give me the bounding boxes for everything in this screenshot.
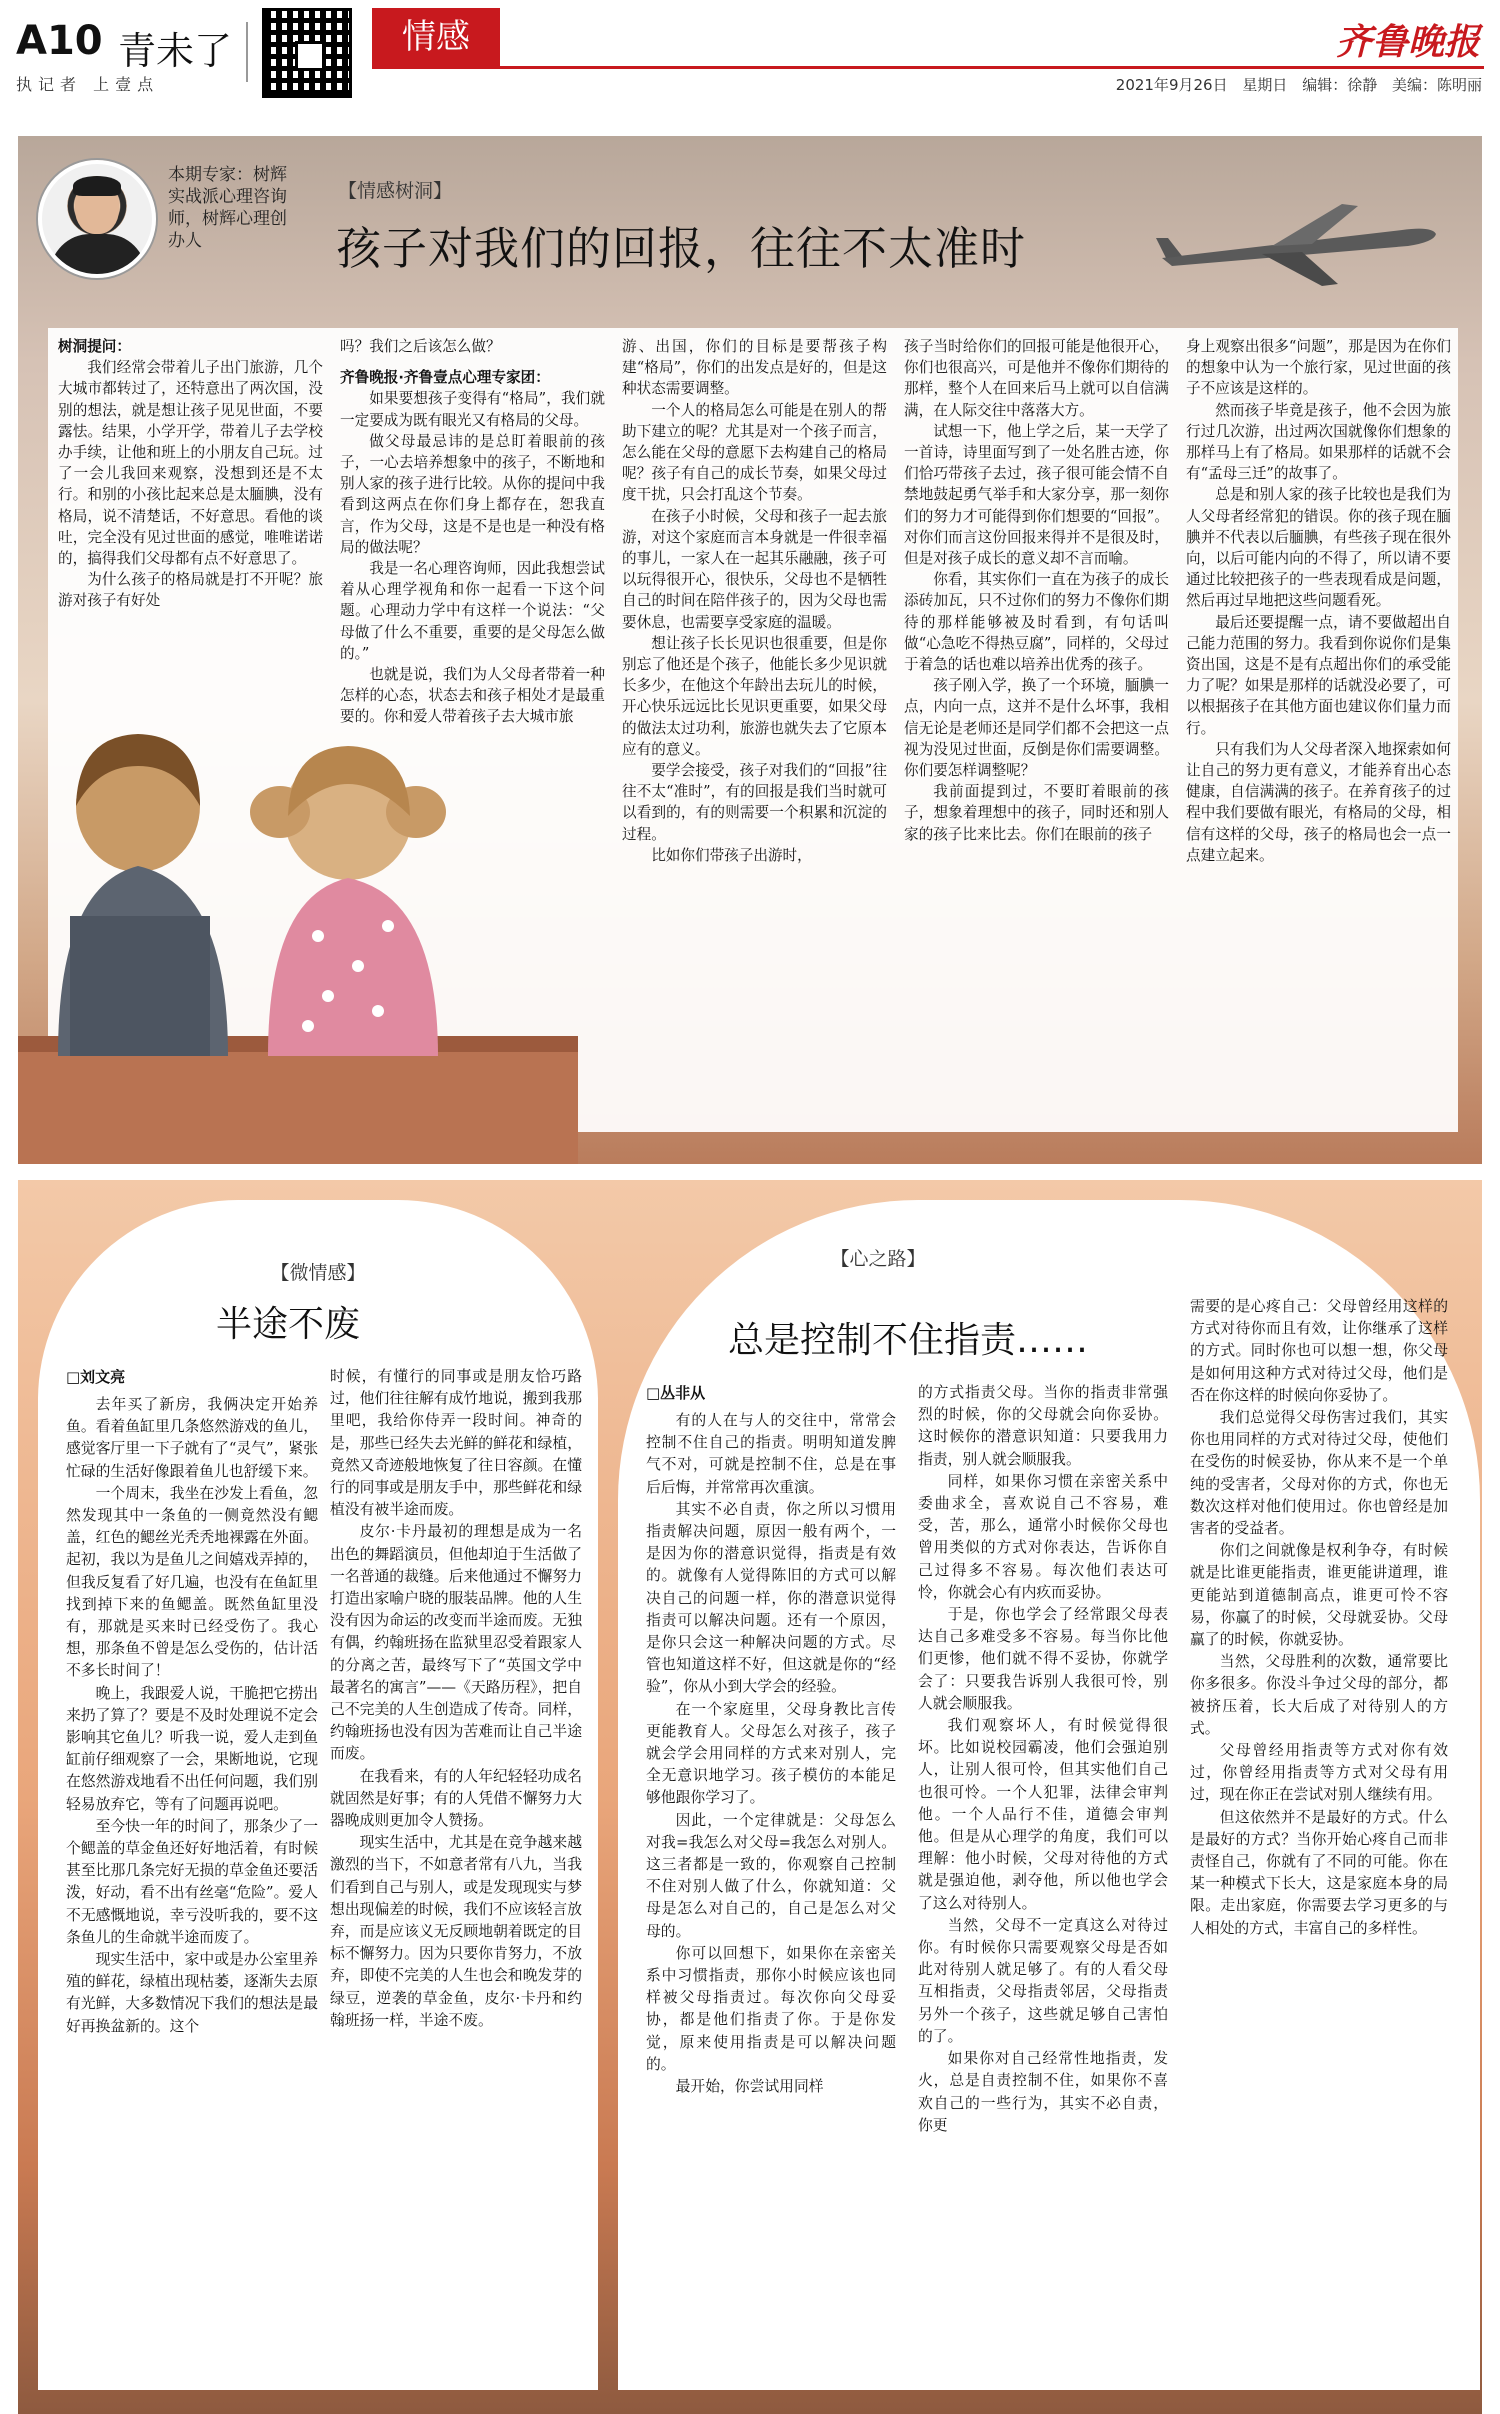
- paragraph: 于是，你也学会了经常跟父母表达自己多难受多不容易。每当你比他们更惨，他们就不得不妥协，你就学会了：只要我告诉别人我很可怜，别人就会顺服我。: [918, 1606, 1168, 1712]
- paragraph: 最开始，你尝试用同样: [675, 2078, 824, 2096]
- paragraph: 至今快一年的时间了，那条少了一个鳃盖的草金鱼还好好地活着，有时候甚至比那几条完好无损的草金鱼还要活泼，好动，看不出有丝毫“危险”。爱人不无感慨地说，幸亏没听我的，要不这条鱼儿的生命就半途而废了。: [66, 1817, 318, 1946]
- paragraph: 比如你们带孩子出游时，: [651, 846, 812, 864]
- paragraph: 在孩子小时候，父母和孩子一起去旅游，对这个家庭而言本身就是一件很幸福的事儿，一家人在一起其乐融融，孩子可以玩得很开心，很快乐，父母也不是牺牲自己的时间在陪伴孩子的，因为父母也需要休息，也需要享受家庭的温暖。: [622, 507, 887, 631]
- children-photo: [18, 616, 578, 1164]
- column-kicker: 【心之路】: [830, 1248, 926, 1270]
- expert-avatar: [38, 160, 156, 278]
- text-column-3: [1190, 1296, 1448, 1940]
- section-tag: 情感: [372, 8, 500, 66]
- paragraph: 要学会接受，孩子对我们的“回报”往往不太“准时”，有的回报是我们当时就可以看到的，有的则需要一个积累和沉淀的过程。: [622, 762, 887, 843]
- paragraph: 皮尔·卡丹最初的理想是成为一名出色的舞蹈演员，但他却迫于生活做了一名普通的裁缝。后来他通过不懈努力打造出家喻户晓的服装品牌。他的人生没有因为命运的改变而半途而废。无独有偶，约翰班扬在监狱里忍受着跟家人的分离之苦，最终写下了“英国文学中最著名的寓言”——《天路历程》，把自己不完美的人生创造成了传奇。同样，约翰班扬也没有因为苦难而让自己半途而废。: [330, 1523, 582, 1763]
- paragraph: 我们观察坏人，有时候觉得很坏。比如说校园霸凌，他们会强迫别人，让别人很可怜，但其实他们自己也很可怜。一个人犯罪，法律会审判他。一个人品行不佳，道德会审判他。但是从心理学的角度，我们可以理解：他小时候，父母对待他的方式就是强迫他，剥夺他，所以他也学会了这么对待别人。: [918, 1717, 1168, 1912]
- paragraph: 想让孩子长长见识也很重要，但是你别忘了他还是个孩子，他能长多少见识就长多少，在他这个年龄出去玩儿的时候，开心快乐远远比长见识更重要，如果父母的做法太过功利，旅游也就失去了它原本应有的意义。: [622, 634, 887, 758]
- designer: 美编：陈明丽: [1391, 76, 1482, 94]
- paragraph: 如果要想孩子变得有“格局”，我们就一定要成为既有眼光又有格局的父母。: [340, 390, 605, 429]
- paragraph: 最后还要提醒一点，请不要做超出自己能力范围的努力。我看到你说你们是集资出国，这是不是有点超出你们的承受能力了呢？如果是那样的话就没必要了，可以根据孩子在其他方面也建议你们量力而行。: [1186, 613, 1451, 737]
- paragraph: 当然，父母不一定真这么对待过你。有时候你只需要观察父母是否如此对待别人就足够了。有的人看父母互相指责，父母指责邻居，父母指责另外一个孩子，这些就足够自己害怕的了。: [918, 1916, 1168, 2045]
- paragraph: 去年买了新房，我俩决定开始养鱼。看着鱼缸里几条悠然游戏的鱼儿，感觉客厅里一下子就有了“灵气”，紧张忙碌的生活好像跟着鱼儿也舒缓下来。: [66, 1396, 318, 1480]
- newspaper-brand-logo: 齐鲁晚报: [1335, 21, 1480, 63]
- top-article: [18, 136, 1482, 1164]
- text-column-5: [1186, 336, 1451, 866]
- paragraph: 在一个家庭里，父母身教比言传更能教育人。父母怎么对孩子，孩子就会学会用同样的方式来对别人，完全无意识地学习。孩子模仿的本能足够他跟你学习了。: [646, 1700, 896, 1807]
- paragraph: 做父母最忌讳的是总盯着眼前的孩子，一心去培养想象中的孩子，不断地和别人家的孩子进行比较。从你的提问中我看到这两点在你们身上都存在，恕我直言，作为父母，这是不是也是一种没有格局的做法呢？: [340, 432, 605, 556]
- section-heading: 齐鲁晚报·齐鲁壹点心理专家团：: [340, 369, 550, 387]
- right-article: [618, 1200, 1480, 2390]
- text-column-2: [330, 1366, 582, 2032]
- paragraph: 有的人在与人的交往中，常常会控制不住自己的指责。明明知道发脾气不对，可就是控制不住，总是在事后后悔，并常常再次重演。: [646, 1412, 896, 1496]
- bottom-section: [18, 1180, 1482, 2414]
- left-article: [38, 1200, 598, 2390]
- paragraph: 也就是说，我们为人父母者带着一种怎样的心态，状态去和孩子相处才是最重要的。你和爱人带着孩子去大城市旅: [340, 666, 605, 726]
- paragraph: 父母曾经用指责等方式对你有效过，你曾经用指责等方式对父母有用过，现在你正在尝试对别人继续有用。: [1190, 1742, 1448, 1804]
- article-title: 孩子对我们的回报，往往不太准时: [336, 222, 1027, 275]
- section-heading: 树洞提问：: [58, 338, 131, 355]
- paragraph: 我前面提到过，不要盯着眼前的孩子，想象着理想中的孩子，同时还和别人家的孩子比来比去。你们在眼前的孩子: [904, 783, 1169, 843]
- article-title: 总是控制不住指责……: [727, 1320, 1088, 1361]
- editor: 编辑：徐静: [1302, 76, 1378, 94]
- article-title: 半途不废: [215, 1304, 360, 1345]
- column-kicker: 【微情感】: [270, 1262, 366, 1284]
- header-divider: [246, 22, 248, 82]
- paragraph: 我们总觉得父母伤害过我们，其实你也用同样的方式对待过父母，使他们在受伤的时候妥协，你从来不是一个单纯的受害者，父母对你的方式，你也无数次这样对他们使用过。你也曾经是加害者的受益者。: [1190, 1409, 1448, 1538]
- paragraph: 吗？我们之后该怎么做？: [340, 338, 501, 355]
- paragraph: 同样，如果你习惯在亲密关系中委曲求全，喜欢说自己不容易，难受，苦，那么，通常小时候你父母也曾用类似的方式对你表达，告诉你自己过得多不容易。每次他们表达可怜，你就会心有内疚而妥协。: [918, 1472, 1168, 1601]
- paragraph: 时候，有懂行的同事或是朋友恰巧路过，他们往往解有成竹地说，搬到我那里吧，我给你侍弄一段时间。神奇的是，那些已经失去光鲜的鲜花和绿植，竟然又奇迹般地恢复了往日容颜。在懂行的同事或是朋友手中，那些鲜花和绿植没有被半途而废。: [330, 1368, 582, 1519]
- paragraph: 总是和别人家的孩子比较也是我们为人父母者经常犯的错误。你的孩子现在腼腆并不代表以后腼腆，有些孩子现在很外向，以后可能内向的不得了，所以请不要通过比较把孩子的一些表现看成是问题，然后再过早地把这些问题看死。: [1186, 486, 1451, 610]
- paragraph: 当然，父母胜利的次数，通常要比你多很多。你没斗争过父母的部分，都被挤压着，长大后成了对待别人的方式。: [1190, 1653, 1448, 1737]
- qr-code-icon[interactable]: [262, 8, 352, 98]
- paragraph: 孩子刚入学，换了一个环境，腼腆一点，内向一点，这并不是什么坏事，我相信无论是老师还是同学们都不会把这一点视为没见过世面，反倒是你们需要调整。你们要怎样调整呢？: [904, 677, 1169, 780]
- section-name: 青未了: [118, 29, 233, 73]
- text-column-2: [918, 1382, 1168, 2137]
- paragraph: 身上观察出很多“问题”，那是因为在你们的想象中认为一个旅行家，见过世面的孩子不应该是这样的。: [1186, 338, 1451, 398]
- byline: □刘文亮: [66, 1368, 126, 1386]
- paragraph: 孩子当时给你们的回报可能是他很开心，你们也很高兴，可是他并不像你们期待的那样，整个人在回来后马上就可以自信满满，在人际交往中落落大方。: [904, 338, 1169, 419]
- paragraph: 你可以回想下，如果你在亲密关系中习惯指责，那你小时候应该也同样被父母指责过。每次你向父母妥协，都是他们指责了你。于是你发觉，原来使用指责是可以解决问题的。: [646, 1944, 896, 2073]
- paragraph: 其实不必自责，你之所以习惯用指责解决问题，原因一般有两个，一是因为你的潜意识觉得，指责是有效的。就像有人觉得陈旧的方式可以解决自己的问题一样，你的潜意识觉得指责可以解决问题。还有一个原因，是你只会这一种解决问题的方式。尽管也知道这样不好，但这就是你的“经验”，你从小到大学会的经验。: [646, 1500, 896, 1696]
- paragraph: 一个人的格局怎么可能是在别人的帮助下建立的呢？尤其是对一个孩子而言，怎么能在父母的意愿下去构建自己的格局呢？孩子有自己的成长节奏，如果父母过度干扰，只会打乱这个节奏。: [622, 401, 887, 504]
- header-rule: [372, 66, 1484, 69]
- dateline: [1116, 74, 1482, 95]
- date: 2021年9月26日: [1115, 76, 1228, 94]
- text-column-3: [622, 336, 887, 866]
- byline: □丛非从: [646, 1384, 706, 1402]
- column-kicker: 【情感树洞】: [338, 180, 453, 202]
- paragraph: 然而孩子毕竟是孩子，他不会因为旅行过几次游，出过两次国就像你们想象的那样马上有了格局。如果那样的话就不会有“孟母三迁”的故事了。: [1186, 401, 1451, 483]
- paragraph: 为什么孩子的格局就是打不开呢？旅游对孩子有好处: [58, 571, 323, 610]
- paragraph: 我们经常会带着儿子出门旅游，几个大城市都转过了，还特意出了两次国，没别的想法，就是想让孩子见见世面，不要露怯。结果，小学开学，带着儿子去学校办手续，让他和班上的小朋友自己玩。过了一会儿我回来观察，没想到还是不太行。和别的小孩比起来总是太腼腆，没有格局，说不清楚话，不好意思。看他的谈吐，完全没有见过世面的感觉，唯唯诺诺的，搞得我们父母都有点不好意思了。: [58, 359, 323, 568]
- paragraph: 你们之间就像是权利争夺，有时候就是比谁更能指责，谁更能讲道理，谁更能站到道德制高点，谁更可怜不容易，你赢了的时候，父母就妥协。父母赢了的时候，你就妥协。: [1190, 1542, 1448, 1649]
- paragraph: 的方式指责父母。当你的指责非常强烈的时候，你的父母就会向你妥协。这时候你的潜意识知道：只要我用力指责，别人就会顺服我。: [918, 1384, 1168, 1468]
- paragraph: 游、出国，你们的目标是要帮孩子构建“格局”，你们的出发点是好的，但是这种状态需要调整。: [622, 338, 887, 398]
- page-number: A10: [16, 18, 103, 64]
- paragraph: 我是一名心理咨询师，因此我想尝试着从心理学视角和你一起看一下这个问题。心理动力学中有这样一个说法：“父母做了什么不重要，重要的是父母怎么做的。”: [340, 560, 605, 662]
- reporter-line: 执记者 上壹点: [16, 75, 160, 94]
- paragraph: 需要的是心疼自己：父母曾经用这样的方式对待你而且有效，让你继承了这样的方式。同时你也可以想一想，你父母是如何用这种方式对待过父母，他们是否在你这样的时候向你妥协了。: [1190, 1298, 1448, 1404]
- paragraph: 现实生活中，尤其是在竞争越来越激烈的当下，不如意者常有八九，当我们看到自己与别人，或是发现现实与梦想出现偏差的时候，我们不应该轻言放弃，而是应该义无反顾地朝着既定的目标不懈努力。因为只要你肯努力，不放弃，即使不完美的人生也会和晚发芽的绿豆，逆袭的草金鱼，皮尔·卡丹和约翰班扬一样，半途不废。: [330, 1834, 582, 2029]
- masthead: [0, 0, 1500, 132]
- paragraph: 因此，一个定律就是：父母怎么对我=我怎么对父母=我怎么对别人。这三者都是一致的，你观察自己控制不住对别人做了什么，你就知道：父母是怎么对自己的，自己是怎么对父母的。: [646, 1811, 896, 1940]
- paragraph: 试想一下，他上学之后，某一天学了一首诗，诗里面写到了一处名胜古迹，你们恰巧带孩子去过，孩子很可能会情不自禁地鼓起勇气举手和大家分享，那一刻你们的努力才可能得到你们想要的“回报”。对你们而言这份回报来得并不是很及时，但是对孩子成长的意义却不言而喻。: [904, 422, 1169, 568]
- expert-intro: 本期专家：树辉 实战派心理咨询师，树辉心理创办人: [168, 165, 287, 251]
- text-column-1: [66, 1394, 318, 2038]
- paragraph: 但这依然并不是最好的方式。什么是最好的方式？当你开始心疼自己而非责怪自己，你就有了不同的可能。你在某一种模式下长大，这是家庭本身的局限。走出家庭，你需要去学习更多的与人相处的方式，丰富自己的多样性。: [1190, 1808, 1448, 1937]
- paragraph: 只有我们为人父母者深入地探索如何让自己的努力更有意义，才能养育出心态健康，自信满满的孩子。在养育孩子的过程中我们要做有眼光，有格局的父母，相信有这样的父母，孩子的格局也会一点一点建立起来。: [1186, 740, 1451, 864]
- paragraph: 现实生活中，家中或是办公室里养殖的鲜花，绿植出现枯萎，逐渐失去原有光鲜，大多数情况下我们的想法是最好再换盆新的。这个: [66, 1951, 318, 2035]
- paragraph: 晚上，我跟爱人说，干脆把它捞出来扔了算了？要是不及时处理说不定会影响其它鱼儿？听我一说，爱人走到鱼缸前仔细观察了一会，果断地说，它现在悠然游戏地看不出任何问题，我们别轻易放弃它，等有了问题再说吧。: [66, 1684, 318, 1813]
- airplane-illustration: [1152, 200, 1442, 290]
- text-column-1: [58, 336, 323, 612]
- text-column-1: [646, 1410, 896, 2098]
- paragraph: 如果你对自己经常性地指责，发火，总是自责控制不住，如果你不喜欢自己的一些行为，其实不必自责，你更: [918, 2050, 1168, 2134]
- paragraph: 在我看来，有的人年纪轻轻功成名就固然是好事；有的人凭借不懈努力大器晚成则更加令人赞扬。: [330, 1767, 582, 1830]
- text-column-4: [904, 336, 1169, 845]
- paragraph: 一个周末，我坐在沙发上看鱼，忽然发现其中一条鱼的一侧竟然没有鳃盖，红色的鳃丝光秃秃地裸露在外面。起初，我以为是鱼儿之间嬉戏弄掉的，但我反复看了好几遍，也没有在鱼缸里找到掉下来的鱼鳃盖。既然鱼缸里没有，那就是买来时已经受伤了。我心想，那条鱼不曾是怎么受伤的，估计活不多长时间了！: [66, 1484, 318, 1680]
- weekday: 星期日: [1242, 76, 1288, 94]
- paragraph: 你看，其实你们一直在为孩子的成长添砖加瓦，只不过你们的努力不像你们期待的那样能够被及时看到，有句话叫做“心急吃不得热豆腐”，同样的，父母过于着急的话也难以培养出优秀的孩子。: [904, 571, 1169, 674]
